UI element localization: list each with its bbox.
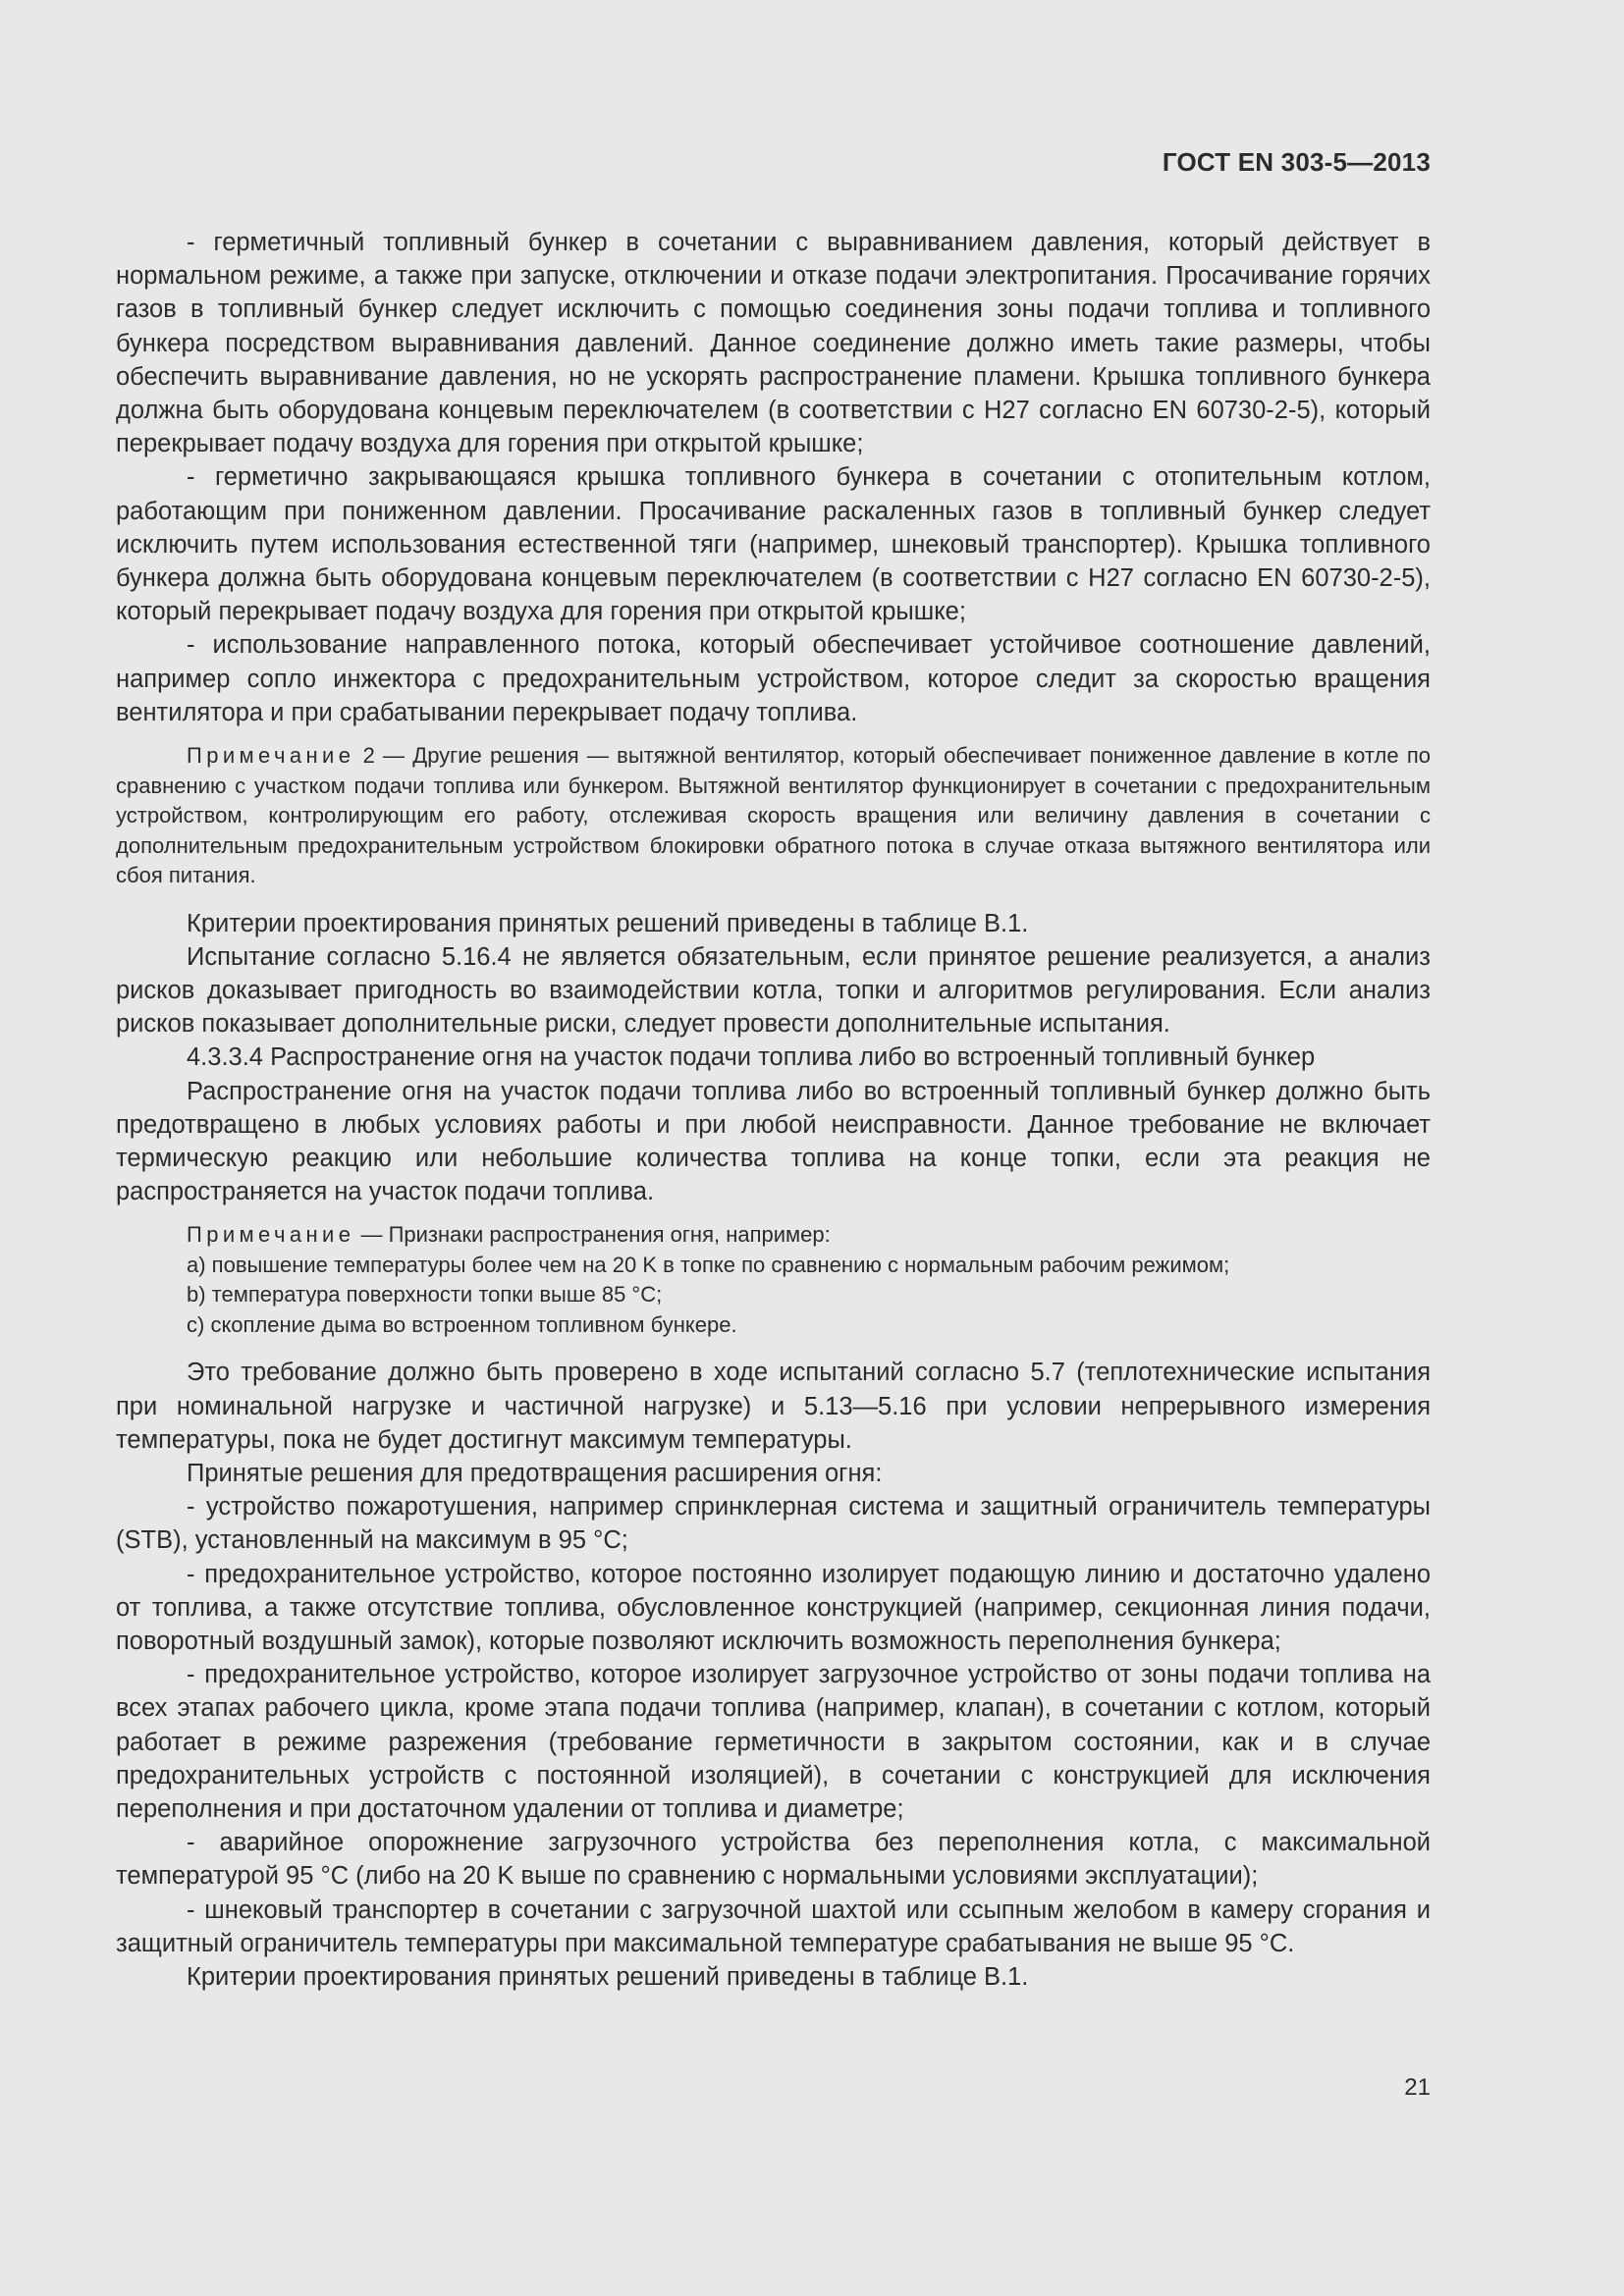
page-number: 21	[1404, 2074, 1431, 2101]
paragraph: - предохранительное устройство, которое изолирует загрузочное устройство от зоны подачи топлива на всех этапах рабочего цикла, кроме этапа подачи топлива (например, клапан), в сочетании с котлом, который работает в режиме разрежения (требование герметичности в закрытом состоянии, как и в случае предохранительных устройств с постоянной изоляцией), в сочетании с конструкцией для исключения переполнения и при достаточном удалении от топлива и диаметре;	[116, 1661, 1431, 1824]
paragraph: Распространение огня на участок подачи топлива либо во встроенный топливный бункер должно быть предотвращено в любых условиях работы и при любой неисправности. Данное требование не включает термическую реакцию или небольшие количества топлива на конце топки, если эта реакция не распространяется на участок подачи топлива.	[116, 1077, 1431, 1206]
paragraph: Это требование должно быть проверено в ходе испытаний согласно 5.7 (теплотехнические испытания при номинальной нагрузке и частичной нагрузке) и 5.13—5.16 при условии непрерывного измерения температуры, пока не будет достигнут максимум температуры.	[116, 1359, 1431, 1454]
paragraph: Критерии проектирования принятых решений приведены в таблице B.1.	[187, 1963, 1029, 1992]
paragraph: - устройство пожаротушения, например спринклерная система и защитный ограничитель температуры (STB), установленный на максимум в 95 °C;	[116, 1493, 1431, 1555]
note-list-item: b) температура поверхности топки выше 85 °C;	[187, 1282, 663, 1308]
note-fire-signs	[116, 1220, 1431, 1251]
paragraph: Критерии проектирования принятых решений приведены в таблице B.1.	[187, 909, 1029, 937]
paragraph: Принятые решения для предотвращения расширения огня:	[187, 1459, 883, 1487]
document-page	[116, 0, 1431, 2296]
note-2	[116, 741, 1431, 891]
paragraph: - герметично закрывающаяся крышка топливного бункера в сочетании с отопительным котлом, работающим при пониженном давлении. Просачивание раскаленных газов в топливный бункер следует исключить путем использования естественной тяги (например, шнековый транспортер). Крышка топливного бункера должна быть оборудована концевым переключателем (в соответствии с H27 согласно EN 60730-2-5), который перекрывает подачу воздуха для горения при открытой крышке;	[116, 463, 1431, 626]
paragraph: - использование направленного потока, который обеспечивает устойчивое соотношение давлений, например сопло инжектора с предохранительным устройством, которое следит за скоростью вращения вентилятора и при срабатывании перекрывает подачу топлива.	[116, 631, 1431, 726]
section-heading: 4.3.3.4 Распространение огня на участок подачи топлива либо во встроенный топливный бункер	[187, 1043, 1316, 1072]
note-intro: — Признаки распространения огня, например:	[354, 1222, 831, 1248]
paragraph: - аварийное опорожнение загрузочного устройства без переполнения котла, с максимальной температурой 95 °C (либо на 20 K выше по сравнению с нормальными условиями эксплуатации);	[116, 1829, 1431, 1891]
paragraph: - герметичный топливный бункер в сочетании с выравниванием давления, который действует в нормальном режиме, а также при запуске, отключении и отказе подачи электропитания. Просачивание горячих газов в топливный бункер следует исключить с помощью соединения зоны подачи топлива и топливного бункера посредством выравнивания давлений. Данное соединение должно иметь такие размеры, чтобы обеспечить выравнивание давления, но не ускорять распространение пламени. Крышка топливного бункера должна быть оборудована концевым переключателем (в соответствии с H27 согласно EN 60730-2-5), который перекрывает подачу воздуха для горения при открытой крышке;	[116, 229, 1431, 458]
paragraph: - предохранительное устройство, которое постоянно изолирует подающую линию и достаточно удалено от топлива, а также отсутствие топлива, обусловленное конструкцией (например, секционная линия подачи, поворотный воздушный замок), которые позволяют исключить возможность переполнения бункера;	[116, 1560, 1431, 1655]
note-label: Примечание	[187, 743, 355, 769]
note-list-item: a) повышение температуры более чем на 20 K в топке по сравнению с нормальным рабочим режимом;	[187, 1252, 1230, 1277]
paragraph: Испытание согласно 5.16.4 не является обязательным, если принятое решение реализуется, а анализ рисков доказывает пригодность во взаимодействии котла, топки и алгоритмов регулирования. Если анализ рисков показывает дополнительные риски, следует провести дополнительные испытания.	[116, 942, 1431, 1039]
paragraph: - шнековый транспортер в сочетании с загрузочной шахтой или ссыпным желобом в камеру сгорания и защитный ограничитель температуры при максимальной температуре срабатывания не выше 95 °C.	[116, 1896, 1431, 1957]
document-body	[116, 226, 1431, 1994]
note-text: 2 — Другие решения — вытяжной вентилятор, который обеспечивает пониженное давление в котле по сравнению с участком подачи топлива или бункером. Вытяжной вентилятор функционирует в сочетании с предохранительным устройством, контролирующим его работу, отслеживая скорость вращения или величину давления в сочетании с дополнительным предохранительным устройством блокировки обратного потока в случае отказа вытяжного вентилятора или сбоя питания.	[116, 743, 1431, 888]
standard-header: ГОСТ EN 303-5—2013	[1162, 147, 1431, 177]
note-label: Примечание	[187, 1222, 355, 1248]
note-list-item: c) скопление дыма во встроенном топливном бункере.	[187, 1311, 737, 1337]
